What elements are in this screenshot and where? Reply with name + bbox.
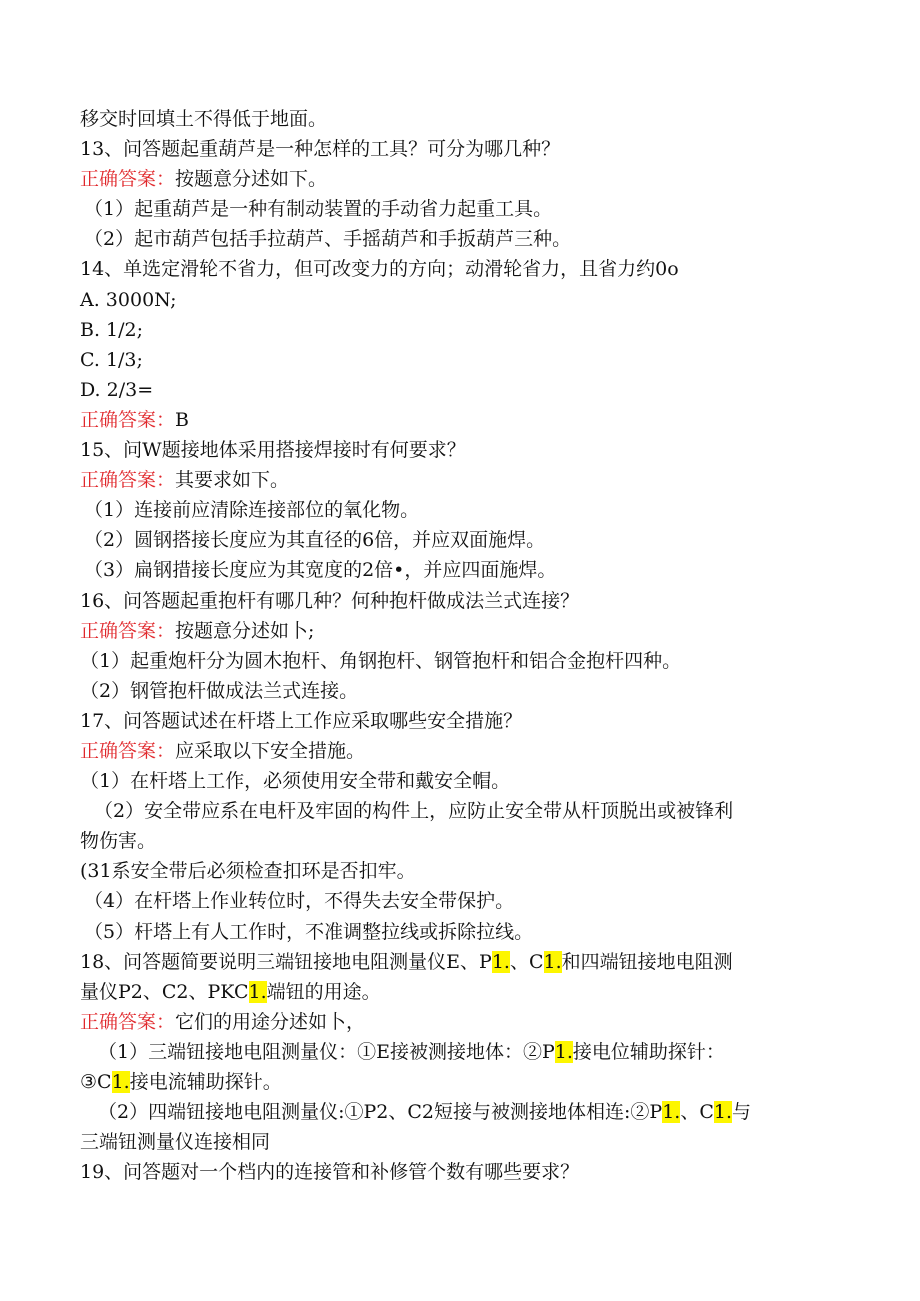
answer-text: 按题意分述如卜;	[175, 619, 315, 642]
answer-line	[80, 1007, 820, 1037]
text-line	[80, 1067, 820, 1097]
answer-line	[80, 164, 820, 194]
highlighted-text: 1.	[554, 1040, 573, 1063]
text-line	[80, 1037, 820, 1067]
answer-label: 正确答案：	[80, 619, 176, 642]
text-line: (31系安全带后必须检查扣环是否扣牢。	[80, 860, 416, 883]
answer-label: 正确答案：	[80, 168, 176, 191]
highlighted-text: 1.	[543, 950, 562, 973]
text-line: （1）起重葫芦是一种有制动装置的手动省力起重工具。	[84, 198, 553, 221]
text-line	[80, 977, 820, 1007]
highlighted-text: 1.	[662, 1101, 681, 1124]
question-14: 14、单选定滑轮不省力，但可改变力的方向；动滑轮省力，且省力约0o	[80, 258, 679, 281]
answer-line	[80, 736, 820, 766]
text-line	[80, 1097, 820, 1127]
answer-text: B	[175, 408, 189, 431]
highlighted-text: 1.	[111, 1071, 130, 1093]
question-16: 16、问答题起重抱杆有哪几种？何种抱杆做成法兰式连接？	[80, 589, 580, 612]
text-line: （2）圆钢搭接长度应为其直径的6倍，并应双面施焊。	[84, 529, 546, 552]
text-line: 物伤害。	[80, 830, 157, 853]
text-segment: （2）四端钮接地电阻测量仪:①P2、C2短接与被测接地体相连:②P	[98, 1101, 663, 1124]
text-line: （1）起重炮杆分为圆木抱杆、角钢抱杆、钢管抱杆和铝合金抱杆四种。	[80, 649, 682, 672]
text-segment: 端钮的用途。	[266, 980, 381, 1003]
text-line: （1）连接前应清除连接部位的氧化物。	[84, 499, 420, 522]
option-a: A. 3000N;	[80, 288, 177, 311]
highlighted-text: 1.	[491, 950, 510, 973]
text-line: （1）在杆塔上工作，必须使用安全带和戴安全帽。	[80, 770, 511, 793]
text-segment: 量仪P2、C2、PKC	[80, 980, 249, 1003]
text-line: （2）钢管抱杆做成法兰式连接。	[80, 679, 359, 702]
question-15: 15、问W题接地体采用搭接焊接时有何要求？	[80, 439, 466, 462]
highlighted-text: 1.	[248, 980, 267, 1003]
question-text: 18、问答题简要说明三端钮接地电阻测量仪E、P	[80, 950, 492, 973]
answer-text: 按题意分述如下。	[175, 168, 328, 191]
answer-label: 正确答案：	[80, 469, 176, 492]
answer-text: 其要求如下。	[175, 469, 290, 492]
answer-line	[80, 616, 820, 646]
text-segment: 、C	[680, 1101, 714, 1124]
question-text: 、C	[509, 950, 544, 973]
text-segment: 接电流辅助探针。	[129, 1071, 282, 1093]
text-line: （4）在杆塔上作业转位时，不得失去安全带保护。	[84, 890, 515, 913]
question-17: 17、问答题试述在杆塔上工作应采取哪些安全措施？	[80, 709, 523, 732]
option-b: B. 1/2;	[80, 318, 144, 341]
answer-line	[80, 405, 820, 435]
text-segment: ③C	[80, 1071, 112, 1093]
text-segment: （1）三端钮接地电阻测量仪：①E接被测接地体：②P	[98, 1040, 555, 1063]
highlighted-text: 1.	[713, 1101, 733, 1124]
text-segment: 接电位辅助探针：	[572, 1040, 725, 1063]
answer-text: 它们的用途分述如卜，	[175, 1010, 366, 1033]
question-19: 19、问答题对一个档内的连接管和补修管个数有哪些要求？	[80, 1161, 580, 1184]
text-line: （3）扁钢措接长度应为其宽度的2倍•，并应四面施焊。	[84, 559, 557, 582]
text-line: 三端钮测量仪连接相同	[80, 1131, 271, 1154]
text-line: （2）安全带应系在电杆及牢固的构件上，应防止安全带从杆顶脱出或被锋利	[94, 800, 734, 823]
answer-label: 正确答案：	[80, 1010, 176, 1033]
answer-label: 正确答案：	[80, 739, 176, 762]
text-line: （2）起市葫芦包括手拉葫芦、手摇葫芦和手扳葫芦三种。	[84, 228, 572, 251]
question-18	[80, 947, 820, 977]
text-line: （5）杆塔上有人工作时，不准调整拉线或拆除拉线。	[84, 920, 534, 943]
question-13: 13、问答题起重葫芦是一种怎样的工具？可分为哪几种？	[80, 138, 561, 161]
answer-label: 正确答案：	[80, 408, 176, 431]
answer-text: 应采取以下安全措施。	[175, 739, 366, 762]
answer-line	[80, 465, 820, 495]
text-line: 移交时回填土不得低于地面。	[80, 108, 328, 130]
question-text: 和四端钮接地电阻测	[561, 950, 733, 973]
option-d: D. 2/3=	[80, 378, 154, 401]
option-c: C. 1/3;	[80, 348, 143, 371]
text-segment: 与	[732, 1101, 752, 1124]
